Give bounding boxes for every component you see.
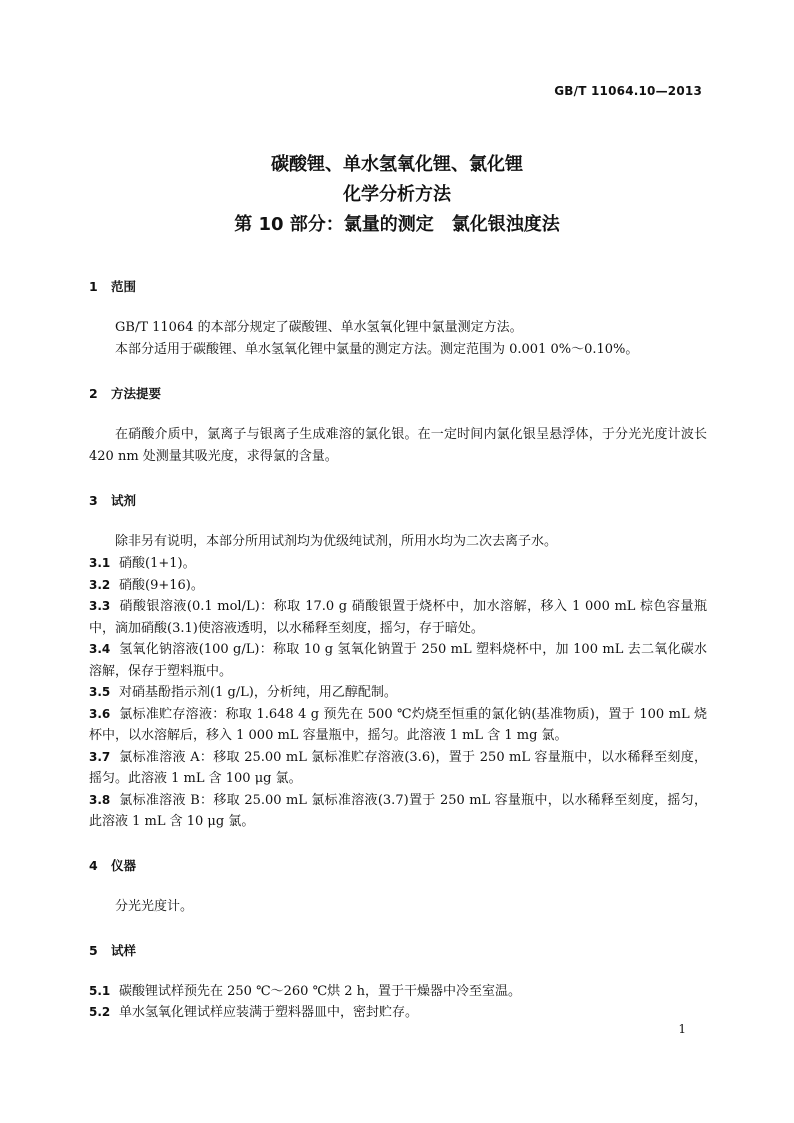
list-item [89,790,707,833]
section-number: 5 [89,942,98,958]
item-text: 单水氢氧化锂试样应装满于塑料器皿中，密封贮存。 [119,1005,419,1020]
section-title: 试剂 [111,493,137,508]
item-number: 3.3 [89,599,111,613]
list-item [89,704,707,747]
item-text: 碳酸锂试样预先在 250 ℃～260 ℃烘 2 h，置于干燥器中冷至室温。 [119,983,522,999]
section-number: 2 [89,386,98,401]
item-text: 硝酸(9+16)。 [119,577,204,593]
item-text: 氯标准贮存溶液：称取 1.648 4 g 预先在 500 ℃灼烧至恒重的氯化钠(基准物质)，置于 100 mL 烧杯中，以水溶解后，移入 1 000 mL 容量瓶中，摇匀。此溶液 1 mL 含 1 mg 氯。 [89,706,707,743]
item-text: 对硝基酚指示剂(1 g/L)，分析纯，用乙醇配制。 [119,685,397,700]
item-number: 3.6 [89,706,111,721]
paragraph: GB/T 11064 的本部分规定了碳酸锂、单水氢氧化锂中氯量测定方法。 [115,320,523,335]
section-heading-samples [89,940,707,962]
section-number: 4 [89,857,98,873]
item-number: 3.5 [89,685,111,699]
section-number: 1 [89,279,98,294]
title-line-1: 碳酸锂、单水氢氧化锂、氯化锂 [271,154,523,175]
paragraph: 本部分适用于碳酸锂、单水氢氧化锂中氯量的测定方法。测定范围为 0.001 0%～0.10%。 [115,342,639,357]
list-item [89,682,707,704]
section-title: 仪器 [111,857,137,873]
paragraph: 除非另有说明，本部分所用试剂均为优级纯试剂，所用水均为二次去离子水。 [115,534,558,549]
page-number: 1 [678,1022,686,1036]
item-number: 5.2 [89,1005,111,1019]
standard-code: GB/T 11064.10—2013 [554,84,702,98]
section-title: 试样 [111,942,137,958]
document-title [0,150,794,240]
section-title: 方法提要 [111,386,162,401]
section-title: 范围 [111,279,137,294]
section-heading-reagents [89,490,707,512]
section-heading-apparatus [89,855,707,877]
item-number: 5.1 [89,983,111,998]
item-number: 3.1 [89,556,111,570]
item-number: 3.2 [89,577,111,592]
item-text: 氯标准溶液 A：移取 25.00 mL 氯标准贮存溶液(3.6)，置于 250 mL 容量瓶中，以水稀释至刻度，摇匀。此溶液 1 mL 含 100 μg 氯。 [89,749,707,786]
list-item [89,1002,707,1024]
item-number: 3.8 [89,792,111,807]
list-item [89,553,707,575]
paragraph: 在硝酸介质中，氯离子与银离子生成难溶的氯化银。在一定时间内氯化银呈悬浮体，于分光光度计波长 420 nm 处测量其吸光度，求得氯的含量。 [89,427,707,464]
list-item [89,596,707,639]
item-text: 硝酸(1+1)。 [119,556,196,571]
paragraph: 分光光度计。 [115,898,194,914]
document-body [89,276,707,1024]
section-number: 3 [89,493,98,508]
item-number: 3.7 [89,749,111,764]
item-text: 氯标准溶液 B：移取 25.00 mL 氯标准溶液(3.7)置于 250 mL 容量瓶中，以水稀释至刻度，摇匀，此溶液 1 mL 含 10 μg 氯。 [89,792,707,829]
list-item [89,639,707,682]
title-line-3: 第 10 部分：氯量的测定 氯化银浊度法 [234,214,560,235]
title-line-2: 化学分析方法 [343,184,451,205]
section-heading-scope [89,276,707,298]
list-item [89,981,707,1003]
item-text: 硝酸银溶液(0.1 mol/L)：称取 17.0 g 硝酸银置于烧杯中，加水溶解，移入 1 000 mL 棕色容量瓶中，滴加硝酸(3.1)使溶液透明，以水稀释至刻度，摇匀，存于暗处。 [89,599,707,636]
item-number: 3.4 [89,642,111,656]
list-item [89,747,707,790]
section-heading-principle [89,383,707,405]
item-text: 氢氧化钠溶液(100 g/L)：称取 10 g 氢氧化钠置于 250 mL 塑料烧杯中，加 100 mL 去二氧化碳水溶解，保存于塑料瓶中。 [89,642,707,679]
list-item [89,575,707,597]
